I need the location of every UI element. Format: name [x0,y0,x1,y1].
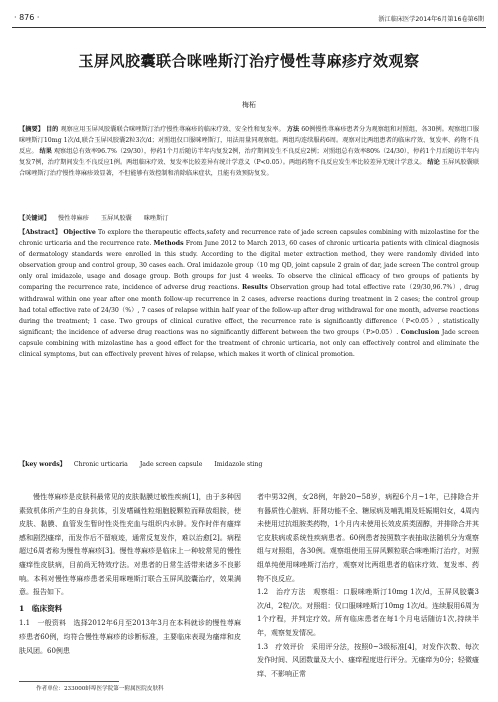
keyword-en: Chronic urticaria [73,461,128,468]
article-title: 玉屏风胶囊联合咪唑斯汀治疗慢性荨麻疹疗效观察 [78,52,420,70]
method-cn: 60例慢性荨麻疹患者分为观察组和对照组，各30例。观察组口服咪唑斯汀10mg 1次/d,联合玉屏风胶囊2粒3次/d；对照组仅口服咪唑斯汀，用法用量同观察组。两组均连续服药6周。观察对比两组患者的临床疗效、复发率、药物不良反应。 [19,126,480,155]
objective-cn-label: 目的 [45,126,59,133]
keyword-cn: 咪唑斯汀 [143,215,169,222]
section-1-2: 1.2 治疗方法 观察组：口服咪唑斯汀10mg 1次/d，玉屏风胶囊3次/d，2粒/次。对照组：仅口服咪唑斯汀10mg 1次/d。连续服用6周为1个疗程，并判定疗效。所有临床患者在每1个月电话随访1次,持续半年，观察复发情况。 [257,588,479,637]
keyword-cn: 玉屏风胶囊 [100,215,132,222]
keywords-en [19,459,479,468]
conclusion-en: Jade screen capsule combining with mizolastine has a good effect for the treatment of chronic urticaria, not only can effectively control and eliminate the clinical symptoms, but can effectively prevent hives of relapse, which makes it worth of clinical promotion. [19,328,480,359]
keywords-cn [19,213,479,222]
conclusion-en-label: Conclusion [400,328,440,336]
page-number: · 876 · [14,13,40,22]
keywords-en-label: 【key words】 [19,461,66,468]
intro-paragraph: 慢性荨麻疹是皮肤科最常见的皮肤黏膜过敏性疾病[1]，由于多种因素致机体所产生的自身抗体，引发嗜碱性粒细胞脱颗粒而释放组胺，使皮肤、黏膜、血管发生暂时性炎性充血与组织内水肿。发作时伴有瘙痒感和剧烈瘙痒，而发作后不留痕迹，通常反复发作，难以治愈[2]。病程超过6周者称为慢性荨麻疹[3]。慢性荨麻疹是临床上一种较常见的慢性瘙痒性皮肤病，目前尚无特效疗法。对患者的日常生活带来诸多不良影响。本科对慢性荨麻疹患者采用咪唑斯汀联合玉屏风胶囊治疗，效果满意。报告如下。 [19,493,241,597]
objective-en-label: Objective [63,229,96,236]
footnote: 作者单位：233000蚌埠医学院第一附属医院皮肤科 [36,686,164,692]
method-en-label: Methods [153,240,184,248]
conclusion-cn: 玉屏风胶囊联合咪唑斯汀治疗慢性荨麻疹效显著，不但能够有效控制和消除临床症状，且能有效预防复发。 [19,159,480,177]
body-columns [19,491,479,681]
method-cn-label: 方法 [286,126,300,133]
objective-cn: 观察应用玉屏风胶囊联合咪唑斯汀治疗慢性荨麻疹的临床疗效、安全性和复发率。 [60,126,285,133]
body-paragraph: 者中男32例，女28例，年龄20~58岁，病程6个月~1年，已排除合并有器质性心脏病、肝肾功能不全、糖尿病及哺乳期及妊娠期妇女，4周内未使用过抗组胺类药物，1个月内未使用长效皮质类固醇，并排除合并其它皮肤病或系统性疾病患者。60例患者按照数字表抽取法随机分为观察组与对照组，各30例。观察组使用玉屏风颗粒联合咪唑斯汀治疗，对照组单纯使用咪唑斯汀治疗，观察对比两组患者的临床疗效、复发率、药物不良反应。 [257,493,479,583]
footnote-rule [19,681,119,682]
abstract-cn-label: 【摘要】 [19,126,44,133]
result-en: Observation group had total effective rate（29/30,96.7%）, drug withdrawal within one year after one month follow-up recurrence in 2 cases, adverse reactions during treatment in 2 cases; the control group had total effective rate of 24/30（%）, 7 cases of relapse within half year of the follow-up after drug withdrawal for one month, adverse reactions during the treatment; 1 case. Two groups of clinical curative effect, the recurrence rate is significantly difference（P<0.05）, statistically significant; the incidence of adverse drug reactions was no significantly different between the two groups（P>0.05）. [19,284,480,336]
method-en: From June 2012 to March 2013, 60 cases of chronic urticaria patients with clinical diagnosis of dermatology standards were enrolled in this study. According to the digital meter extraction method, they were randomly divided into observation group and control group, 30 cases each. Oral imidazole group（10 mg QD, joint capsule 2 grain of dar, jade screen The control group only oral imidazole, usage and dosage group. Both groups for just 4 weeks. To observe the clinical efficacy of two groups of patients by comparing the recurrence rate, incidence of adverse drug reactions. [19,240,480,292]
abstract-en [19,227,479,360]
section-heading: 1 临床资料 [19,603,63,613]
section-1-1: 1.1 一般资料 选择2012年6月至2013年3月在本科就诊的慢性荨麻疹患者60例，均符合慢性荨麻疹的诊断标准，主要临床表现为瘙痒和皮肤风团。60例患 [19,619,241,655]
result-cn: 观察组总有效率96.7%（29/30），停药1个月后随访半年内复发2例，治疗期间发生不良反应2例；对照组总有效率80%（24/30），停药1个月后随访半年内复发7例，治疗期间发生不良反应1例。两组临床疗效、复发率比较差异有统计学意义（P<0.05）。两组药物不良反应发生率比较差异无统计学意义。 [19,148,479,166]
abstract-en-label: 【Abstract】 [19,229,62,236]
author: 梅柘 [242,101,256,109]
abstract-cn [19,124,479,179]
header-rule [12,27,486,28]
section-1-3: 1.3 疗效评价 采用评分法，按照0~3级标准[4]，对发作次数、每次发作时间、风团数量及大小、瘙痒程度进行评分。无瘙痒为0分；轻微瘙痒、不影响正常 [257,642,479,678]
body-right-column [257,491,479,681]
result-en-label: Results [241,284,268,292]
keyword-cn: 慢性荨麻疹 [57,215,89,222]
objective-en: To explore the therapeutic effects,safety and recurrence rate of jade screen capsules combining with mizolastine for the chronic urticaria and the recurrence rate. [19,229,479,248]
body-left-column [19,491,241,681]
keyword-en: Jade screen capsule [139,461,203,468]
conclusion-cn-label: 结论 [427,159,440,166]
result-cn-label: 结果 [39,148,52,155]
keyword-en: Imidazole sting [214,461,263,468]
keywords-cn-label: 【关键词】 [19,215,50,222]
journal-header: 浙江临床医学2014年6月第16卷第6期 [378,16,484,23]
